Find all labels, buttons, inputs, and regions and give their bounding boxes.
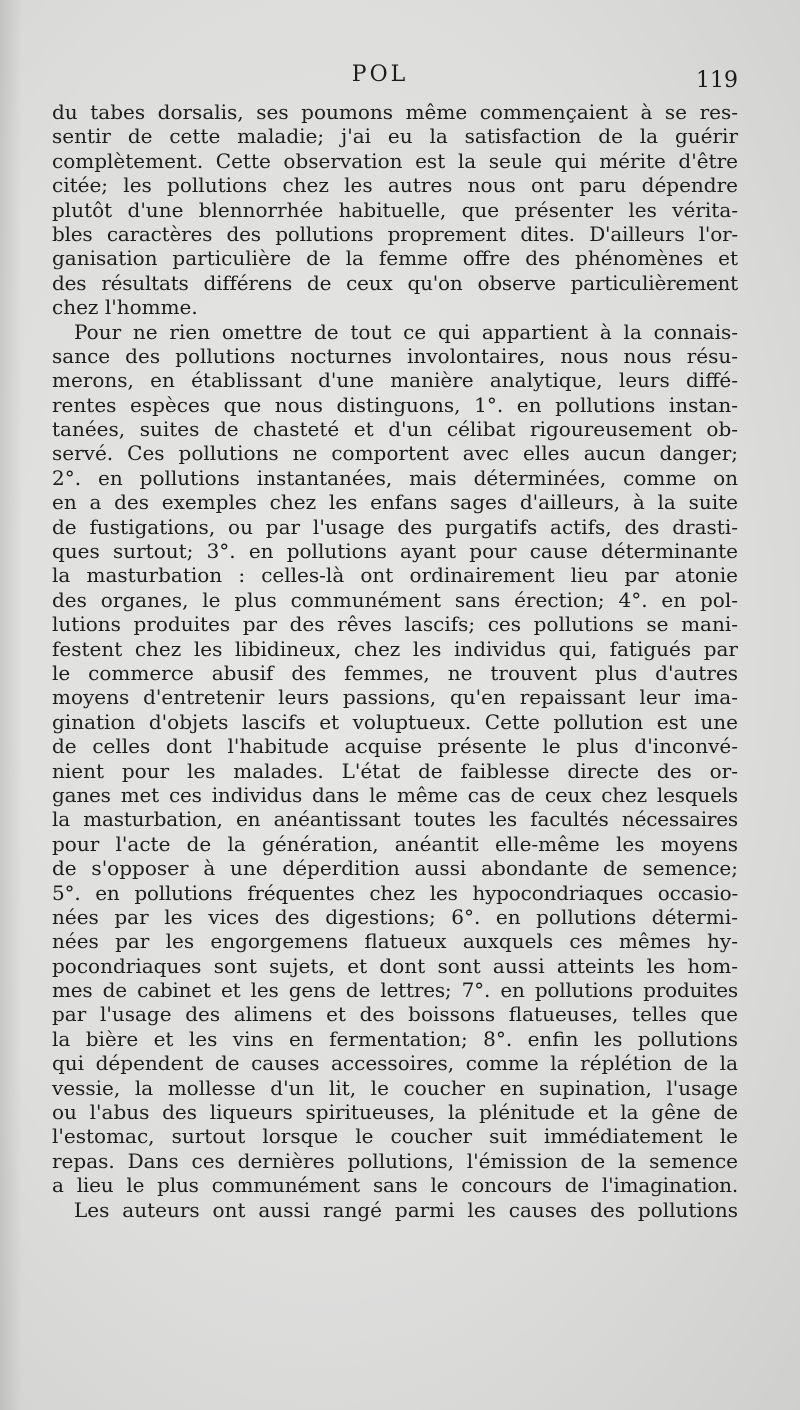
text-line: ques surtout; 3°. en pollutions ayant pour cause déterminante	[52, 539, 738, 564]
text-line: le commerce abusif des femmes, ne trouvent plus d'autres	[52, 660, 738, 685]
gutter-shadow	[0, 0, 22, 1410]
text-line: des organes, le plus communément sans érection; 4°. en pol-	[52, 587, 738, 612]
text-line: complètement. Cette observation est la seule qui mérite d'être	[52, 148, 738, 173]
text-line: ganisation particulière de la femme offre des phénomènes et	[52, 246, 738, 271]
text-line: 5°. en pollutions fréquentes chez les hypocondriaques occasio-	[52, 880, 738, 905]
page-number: 119	[696, 68, 738, 93]
text-line: des résultats différens de ceux qu'on observe particulièrement	[52, 270, 738, 295]
text-line: lutions produites par des rêves lascifs; ces pollutions se mani-	[52, 612, 738, 637]
text-line: de s'opposer à une déperdition aussi abondante de semence;	[52, 856, 738, 881]
text-line: nées par les vices des digestions; 6°. en pollutions détermi-	[52, 904, 738, 929]
text-line: de celles dont l'habitude acquise présente le plus d'inconvé-	[52, 734, 738, 759]
text-line: nient pour les malades. L'état de faiblesse directe des or-	[52, 758, 738, 783]
text-line: chez l'homme.	[52, 295, 198, 320]
text-line: ou l'abus des liqueurs spiritueuses, la plénitude et la gêne de	[52, 1100, 738, 1125]
running-head	[0, 62, 800, 92]
text-line: mes de cabinet et les gens de lettres; 7°. en pollutions produites	[52, 978, 738, 1003]
text-line: citée; les pollutions chez les autres nous ont paru dépendre	[52, 173, 738, 198]
text-line: gination d'objets lascifs et voluptueux. Cette pollution est une	[52, 709, 738, 734]
text-line: moyens d'entretenir leurs passions, qu'en repaissant leur ima-	[52, 685, 738, 710]
text-line: repas. Dans ces dernières pollutions, l'émission de la semence	[52, 1148, 738, 1173]
text-line: nées par les engorgemens flatueux auxquels ces mêmes hy-	[52, 929, 738, 954]
running-title: POL	[351, 62, 409, 87]
text-line: qui dépendent de causes accessoires, comme la réplétion de la	[52, 1051, 738, 1076]
text-line: 2°. en pollutions instantanées, mais déterminées, comme on	[52, 465, 738, 490]
text-line: par l'usage des alimens et des boissons flatueuses, telles que	[52, 1002, 738, 1027]
text-line: du tabes dorsalis, ses poumons même commençaient à se res-	[52, 100, 738, 124]
text-line: bles caractères des pollutions proprement dites. D'ailleurs l'or-	[52, 221, 738, 246]
text-line: festent chez les libidineux, chez les individus qui, fatigués par	[52, 636, 738, 661]
text-line: pocondriaques sont sujets, et dont sont aussi atteints les hom-	[52, 953, 738, 978]
text-line: pour l'acte de la génération, anéantit elle-même les moyens	[52, 831, 738, 856]
paragraph-start-line: Pour ne rien omettre de tout ce qui appartient à la connais-	[74, 319, 738, 344]
text-line: de fustigations, ou par l'usage des purgatifs actifs, des drasti-	[52, 514, 738, 539]
text-line: sentir de cette maladie; j'ai eu la satisfaction de la guérir	[52, 124, 738, 149]
text-line: plutôt d'une blennorrhée habituelle, que présenter les vérita-	[52, 197, 738, 222]
text-line: en a des exemples chez les enfans sages d'ailleurs, à la suite	[52, 490, 738, 515]
text-line: la masturbation, en anéantissant toutes les facultés nécessaires	[52, 807, 738, 832]
text-line: vessie, la mollesse d'un lit, le coucher en supination, l'usage	[52, 1075, 738, 1100]
text-line: merons, en établissant d'une manière analytique, leurs diffé-	[52, 368, 738, 393]
paragraph-start-line: Les auteurs ont aussi rangé parmi les causes des pollutions	[74, 1197, 738, 1222]
text-line: rentes espèces que nous distinguons, 1°. en pollutions instan-	[52, 392, 738, 417]
text-line: tanées, suites de chasteté et d'un célibat rigoureusement ob-	[52, 417, 738, 442]
text-line: servé. Ces pollutions ne comportent avec elles aucun danger;	[52, 441, 738, 466]
text-line: la masturbation : celles-là ont ordinairement lieu par atonie	[52, 563, 738, 588]
text-line: la bière et les vins en fermentation; 8°. enfin les pollutions	[52, 1026, 738, 1051]
body-text	[52, 100, 738, 1222]
text-line: sance des pollutions nocturnes involontaires, nous nous résu-	[52, 343, 738, 368]
text-line: ganes met ces individus dans le même cas de ceux chez lesquels	[52, 782, 738, 807]
text-line: l'estomac, surtout lorsque le coucher suit immédiatement le	[52, 1124, 738, 1149]
text-line: a lieu le plus communément sans le concours de l'imagination.	[52, 1173, 738, 1198]
